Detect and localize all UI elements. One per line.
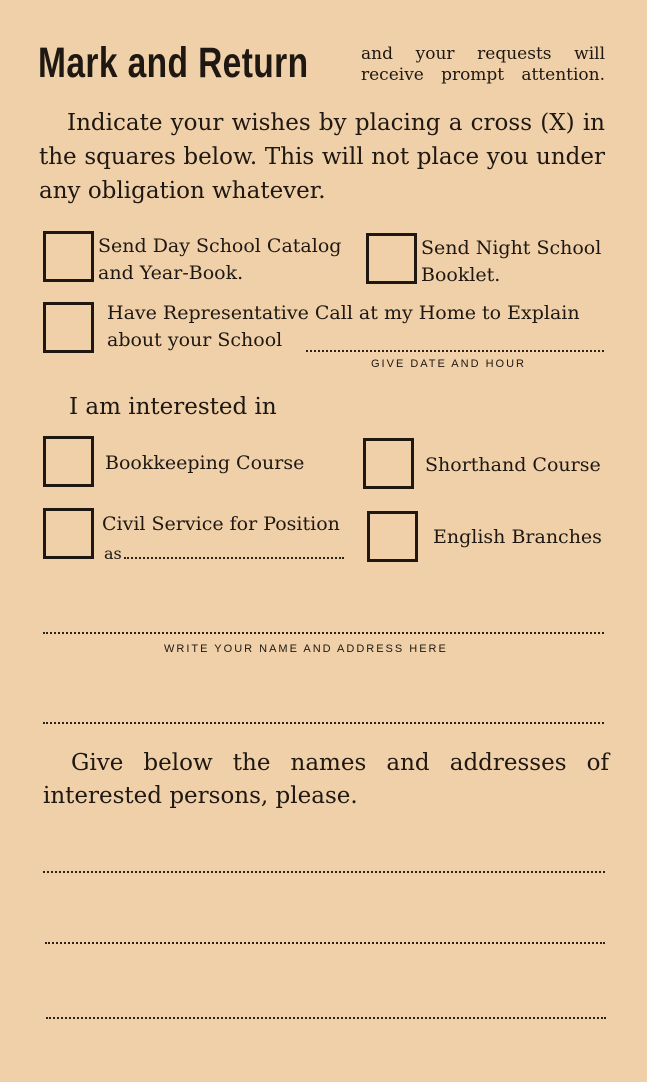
night-school-label bbox=[421, 235, 601, 289]
english-label: English Branches bbox=[433, 526, 602, 548]
referral-line-1[interactable] bbox=[43, 871, 605, 873]
representative-label bbox=[107, 300, 580, 354]
civil-service-as-label: as bbox=[104, 544, 122, 563]
civil-service-position-field[interactable] bbox=[124, 557, 344, 559]
representative-label-line2: about your School bbox=[107, 329, 283, 351]
name-address-field-2[interactable] bbox=[43, 722, 604, 724]
title-note: and your requests will receive prompt attention. bbox=[361, 44, 605, 85]
name-address-caption: WRITE YOUR NAME AND ADDRESS HERE bbox=[164, 643, 448, 655]
representative-checkbox[interactable] bbox=[43, 302, 94, 353]
civil-service-checkbox[interactable] bbox=[43, 508, 94, 559]
bookkeeping-label: Bookkeeping Course bbox=[105, 452, 305, 474]
name-address-field[interactable] bbox=[43, 632, 604, 634]
bookkeeping-checkbox[interactable] bbox=[43, 436, 94, 487]
referral-line-3[interactable] bbox=[46, 1017, 606, 1019]
representative-label-line1: Have Representative Call at my Home to Explain bbox=[107, 302, 580, 324]
referral-line-2[interactable] bbox=[45, 942, 605, 944]
shorthand-label: Shorthand Course bbox=[425, 454, 601, 476]
day-school-label-line1: Send Day School Catalog bbox=[98, 235, 342, 257]
intro-paragraph: Indicate your wishes by placing a cross (X) in the squares below. This will not place you under any obligation whatever. bbox=[39, 110, 605, 204]
night-school-checkbox[interactable] bbox=[366, 233, 417, 284]
referrals-prompt: Give below the names and addresses of interested persons, please. bbox=[43, 750, 609, 809]
day-school-checkbox[interactable] bbox=[43, 231, 94, 282]
day-school-label bbox=[98, 233, 341, 287]
night-school-label-line1: Send Night School bbox=[421, 237, 602, 259]
shorthand-checkbox[interactable] bbox=[363, 438, 414, 489]
civil-service-label bbox=[102, 511, 340, 538]
date-hour-field[interactable] bbox=[306, 350, 604, 352]
date-hour-caption: GIVE DATE AND HOUR bbox=[371, 358, 526, 370]
civil-service-label-line1: Civil Service for Position bbox=[102, 513, 340, 535]
english-checkbox[interactable] bbox=[367, 511, 418, 562]
interests-heading: I am interested in bbox=[69, 394, 277, 420]
form-title: Mark and Return bbox=[38, 39, 309, 87]
night-school-label-line2: Booklet. bbox=[421, 264, 501, 286]
day-school-label-line2: and Year-Book. bbox=[98, 262, 244, 284]
